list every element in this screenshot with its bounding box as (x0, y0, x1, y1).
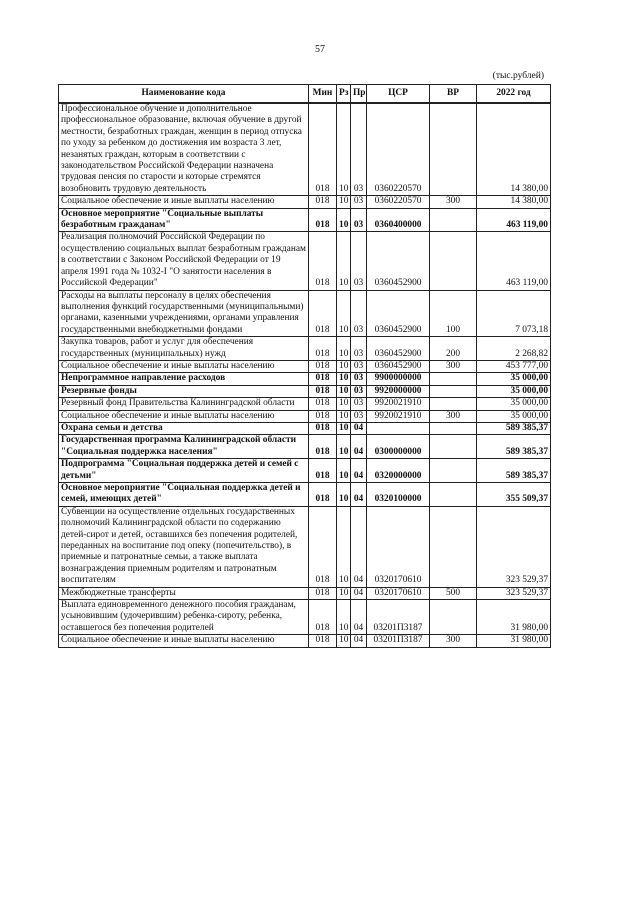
row-vr: 500 (430, 587, 477, 599)
row-vr: 300 (430, 635, 477, 647)
table-row (59, 360, 551, 372)
header-pr: Пр (351, 85, 367, 104)
row-min: 018 (309, 208, 337, 232)
header-vr: ВР (430, 85, 477, 104)
row-rz: 10 (337, 290, 351, 337)
row-min: 018 (309, 587, 337, 599)
table-header-row (59, 85, 551, 104)
row-csr: 9920021910 (367, 398, 430, 410)
table-row (59, 410, 551, 422)
row-csr: 0320170610 (367, 506, 430, 587)
row-rz: 10 (337, 506, 351, 587)
row-name: Профессиональное обучение и дополнительное профессиональное образование, включая обучение в другой местности, безработных граждан, женщин в период отпуска по уходу за ребенком до достижения им возраста 3 лет, незанятых граждан, которым в соответствии с законодательством Российской Федерации назначена трудовая пенсия по старости и которые стремятся возобновить трудовую деятельность (59, 103, 309, 196)
row-vr (430, 506, 477, 587)
row-amount: 14 380,00 (477, 103, 551, 196)
row-pr: 03 (351, 385, 367, 397)
row-min: 018 (309, 103, 337, 196)
row-amount: 7 073,18 (477, 290, 551, 337)
table-row (59, 385, 551, 397)
row-csr: 0360452900 (367, 337, 430, 361)
row-vr (430, 435, 477, 459)
budget-table (58, 84, 551, 648)
row-amount: 35 000,00 (477, 385, 551, 397)
row-name: Реализация полномочий Российской Федерации по осуществлению социальных выплат безработным гражданам в соответствии с Законом Российской Федерации от 19 апреля 1991 года № 1032-I "О занятости населения в Российской Федерации" (59, 232, 309, 290)
row-pr: 04 (351, 483, 367, 507)
row-rz: 10 (337, 373, 351, 385)
row-csr: 0320100000 (367, 483, 430, 507)
row-vr (430, 103, 477, 196)
table-row (59, 587, 551, 599)
row-pr: 03 (351, 398, 367, 410)
row-rz: 10 (337, 635, 351, 647)
row-amount: 463 119,00 (477, 208, 551, 232)
header-min: Мин (309, 85, 337, 104)
table-row (59, 232, 551, 290)
header-csr: ЦСР (367, 85, 430, 104)
header-year: 2022 год (477, 85, 551, 104)
row-pr: 03 (351, 360, 367, 372)
row-rz: 10 (337, 600, 351, 635)
row-pr: 03 (351, 103, 367, 196)
header-rz: Рз (337, 85, 351, 104)
row-min: 018 (309, 398, 337, 410)
row-name: Непрограммное направление расходов (59, 373, 309, 385)
row-pr: 04 (351, 459, 367, 483)
row-amount: 35 000,00 (477, 410, 551, 422)
row-min: 018 (309, 373, 337, 385)
row-min: 018 (309, 196, 337, 208)
row-vr: 200 (430, 337, 477, 361)
row-amount: 463 119,00 (477, 232, 551, 290)
row-amount: 31 980,00 (477, 635, 551, 647)
row-name: Резервный фонд Правительства Калининградской области (59, 398, 309, 410)
row-amount: 589 385,37 (477, 422, 551, 434)
row-amount: 35 000,00 (477, 373, 551, 385)
row-vr (430, 373, 477, 385)
row-min: 018 (309, 360, 337, 372)
row-csr: 0320170610 (367, 587, 430, 599)
row-rz: 10 (337, 196, 351, 208)
row-pr: 04 (351, 635, 367, 647)
row-min: 018 (309, 232, 337, 290)
row-vr (430, 385, 477, 397)
row-csr: 9920021910 (367, 410, 430, 422)
row-vr (430, 422, 477, 434)
row-pr: 03 (351, 196, 367, 208)
row-pr: 04 (351, 435, 367, 459)
table-row (59, 635, 551, 647)
row-min: 018 (309, 435, 337, 459)
row-amount: 589 385,37 (477, 459, 551, 483)
row-vr: 300 (430, 360, 477, 372)
row-name: Социальное обеспечение и иные выплаты населению (59, 635, 309, 647)
table-row (59, 398, 551, 410)
row-rz: 10 (337, 232, 351, 290)
table-row (59, 600, 551, 635)
row-pr: 04 (351, 422, 367, 434)
row-pr: 03 (351, 290, 367, 337)
row-name: Охрана семьи и детства (59, 422, 309, 434)
page-number: 57 (315, 44, 325, 55)
table-row (59, 196, 551, 208)
row-vr (430, 459, 477, 483)
row-min: 018 (309, 459, 337, 483)
row-csr (367, 422, 430, 434)
row-vr: 100 (430, 290, 477, 337)
row-csr: 0320000000 (367, 459, 430, 483)
row-min: 018 (309, 635, 337, 647)
row-name: Субвенции на осуществление отдельных государственных полномочий Калининградской области по содержанию детей-сирот и детей, оставшихся без попечения родителей, переданных на воспитание под опеку (попечительство), в приемные и патронатные семьи, а также выплата вознаграждения приемным родителям и патронатным воспитателям (59, 506, 309, 587)
table-row (59, 290, 551, 337)
row-rz: 10 (337, 337, 351, 361)
row-rz: 10 (337, 410, 351, 422)
row-vr (430, 208, 477, 232)
row-csr: 0360452900 (367, 232, 430, 290)
row-pr: 03 (351, 232, 367, 290)
row-amount: 355 509,37 (477, 483, 551, 507)
table-row (59, 373, 551, 385)
row-csr: 0360220570 (367, 196, 430, 208)
row-amount: 453 777,00 (477, 360, 551, 372)
row-csr: 9900000000 (367, 373, 430, 385)
row-name: Межбюджетные трансферты (59, 587, 309, 599)
table-row (59, 422, 551, 434)
units-label: (тыс.рублей) (492, 71, 544, 81)
header-name: Наименование кода (59, 85, 309, 104)
row-min: 018 (309, 290, 337, 337)
row-min: 018 (309, 600, 337, 635)
row-pr: 04 (351, 600, 367, 635)
row-rz: 10 (337, 208, 351, 232)
row-csr: 03201П3187 (367, 635, 430, 647)
row-pr: 03 (351, 373, 367, 385)
row-vr (430, 398, 477, 410)
row-name: Государственная программа Калининградской области "Социальная поддержка населения" (59, 435, 309, 459)
row-amount: 35 000,00 (477, 398, 551, 410)
row-min: 018 (309, 506, 337, 587)
row-rz: 10 (337, 459, 351, 483)
row-name: Социальное обеспечение и иные выплаты населению (59, 360, 309, 372)
row-name: Резервные фонды (59, 385, 309, 397)
row-vr (430, 232, 477, 290)
row-rz: 10 (337, 103, 351, 196)
row-min: 018 (309, 483, 337, 507)
row-name: Социальное обеспечение и иные выплаты населению (59, 410, 309, 422)
table-row (59, 435, 551, 459)
row-min: 018 (309, 385, 337, 397)
row-pr: 04 (351, 506, 367, 587)
row-name: Основное мероприятие "Социальные выплаты безработным гражданам" (59, 208, 309, 232)
row-csr: 0360220570 (367, 103, 430, 196)
row-rz: 10 (337, 360, 351, 372)
row-csr: 03201П3187 (367, 600, 430, 635)
row-pr: 03 (351, 410, 367, 422)
row-rz: 10 (337, 587, 351, 599)
row-name: Подпрограмма "Социальная поддержка детей и семей с детьми" (59, 459, 309, 483)
row-amount: 14 380,00 (477, 196, 551, 208)
row-vr (430, 600, 477, 635)
row-name: Закупка товаров, работ и услуг для обеспечения государственных (муниципальных) нужд (59, 337, 309, 361)
row-amount: 31 980,00 (477, 600, 551, 635)
row-vr: 300 (430, 196, 477, 208)
row-csr: 0300000000 (367, 435, 430, 459)
row-name: Социальное обеспечение и иные выплаты населению (59, 196, 309, 208)
table-row (59, 459, 551, 483)
row-amount: 323 529,37 (477, 506, 551, 587)
row-name: Расходы на выплаты персоналу в целях обеспечения выполнения функций государственными (муниципальными) органами, казенными учреждениями, органами управления государственными внебюджетными фондами (59, 290, 309, 337)
row-pr: 03 (351, 337, 367, 361)
row-min: 018 (309, 410, 337, 422)
row-name: Основное мероприятие "Социальная поддержка детей и семей, имеющих детей" (59, 483, 309, 507)
row-csr: 9920000000 (367, 385, 430, 397)
row-min: 018 (309, 422, 337, 434)
row-rz: 10 (337, 483, 351, 507)
table-row (59, 506, 551, 587)
row-csr: 0360400000 (367, 208, 430, 232)
row-amount: 323 529,37 (477, 587, 551, 599)
row-csr: 0360452900 (367, 360, 430, 372)
row-vr: 300 (430, 410, 477, 422)
row-rz: 10 (337, 435, 351, 459)
row-vr (430, 483, 477, 507)
table-row (59, 208, 551, 232)
table-row (59, 103, 551, 196)
row-pr: 04 (351, 587, 367, 599)
row-rz: 10 (337, 422, 351, 434)
table-row (59, 337, 551, 361)
row-rz: 10 (337, 398, 351, 410)
row-amount: 589 385,37 (477, 435, 551, 459)
row-csr: 0360452900 (367, 290, 430, 337)
row-amount: 2 268,82 (477, 337, 551, 361)
row-name: Выплата единовременного денежного пособия гражданам, усыновившим (удочерившим) ребенка-сироту, ребенка, оставшегося без попечения родителей (59, 600, 309, 635)
row-pr: 03 (351, 208, 367, 232)
table-row (59, 483, 551, 507)
row-min: 018 (309, 337, 337, 361)
row-rz: 10 (337, 385, 351, 397)
